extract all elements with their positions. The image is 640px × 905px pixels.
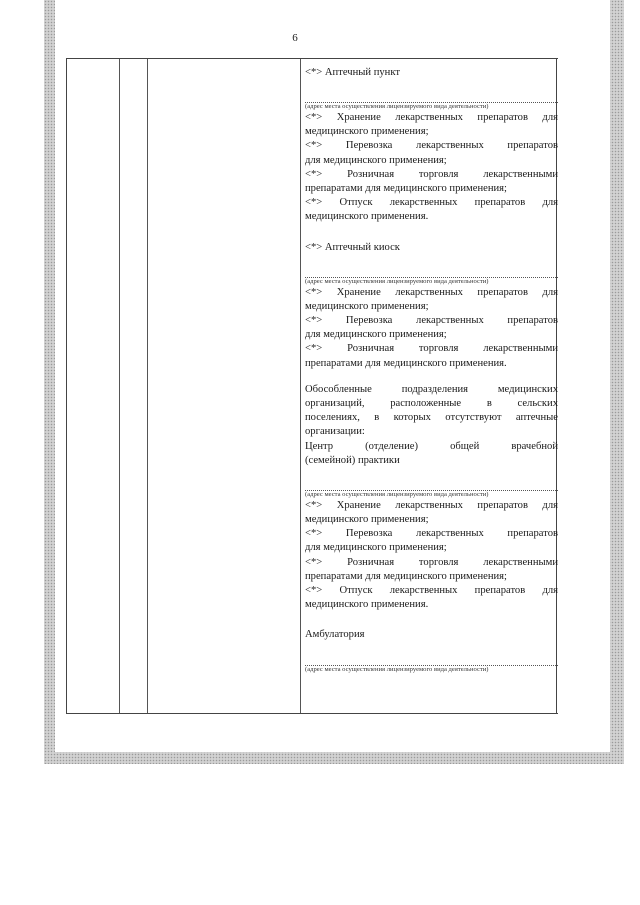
page-number: 6 xyxy=(292,32,298,44)
address-note: (адрес места осуществления лицензируемого вида деятельности) xyxy=(305,665,489,673)
list-item: <*> Перевозка лекарственных препаратов xyxy=(305,140,558,152)
address-note: (адрес места осуществления лицензируемого вида деятельности) xyxy=(305,277,489,285)
list-item: <*> Хранение лекарственных препаратов для xyxy=(305,286,558,298)
list-item: <*> Перевозка лекарственных препаратов xyxy=(305,315,558,327)
column-divider xyxy=(300,59,301,713)
address-line xyxy=(305,82,558,103)
list-item: <*> Розничная торговля лекарственными xyxy=(305,556,558,568)
center-title-line: (семейной) практики xyxy=(305,454,400,466)
list-item: препаратами для медицинского применения; xyxy=(305,570,507,582)
list-item: <*> Розничная торговля лекарственными xyxy=(305,343,558,355)
section-title-pharmacy-kiosk: <*> Аптечный киоск xyxy=(305,241,400,253)
list-item: <*> Хранение лекарственных препаратов для xyxy=(305,112,558,123)
center-title-line: Центр (отделение) общей врачебной xyxy=(305,440,558,452)
list-item: для медицинского применения; xyxy=(305,154,447,166)
paragraph-line: организации: xyxy=(305,426,365,438)
list-item: для медицинского применения; xyxy=(305,329,447,341)
list-item: <*> Розничная торговля лекарственными xyxy=(305,168,558,180)
address-line xyxy=(305,257,558,278)
list-item: медицинского применения; xyxy=(305,300,429,312)
column-divider xyxy=(147,59,148,713)
list-item: препаратами для медицинского применения. xyxy=(305,357,507,369)
list-item: <*> Хранение лекарственных препаратов для xyxy=(305,499,558,511)
activity-cell xyxy=(305,62,558,673)
address-note: (адрес места осуществления лицензируемого вида деятельности) xyxy=(305,491,489,499)
address-line xyxy=(305,470,558,491)
paragraph-line: Обособленные подразделения медицинских xyxy=(305,383,558,395)
section-title-ambulatory: Амбулатория xyxy=(305,629,365,641)
list-item: медицинского применения; xyxy=(305,514,429,526)
paragraph-line: поселениях, в которых отсутствуют аптечные xyxy=(305,412,558,424)
list-item: медицинского применения; xyxy=(305,126,429,138)
list-item: <*> Отпуск лекарственных препаратов для xyxy=(305,585,558,597)
list-item: <*> Отпуск лекарственных препаратов для xyxy=(305,197,558,209)
section-title-pharmacy-point: <*> Аптечный пункт xyxy=(305,67,400,78)
list-item: препаратами для медицинского применения; xyxy=(305,183,507,195)
address-line xyxy=(305,645,558,666)
list-item: медицинского применения. xyxy=(305,211,429,223)
list-item: <*> Перевозка лекарственных препаратов xyxy=(305,528,558,540)
column-divider xyxy=(119,59,120,713)
address-note: (адрес места осуществления лицензируемого вида деятельности) xyxy=(305,103,489,111)
list-item: медицинского применения. xyxy=(305,599,429,611)
list-item: для медицинского применения; xyxy=(305,542,447,554)
paragraph-line: организаций, расположенные в сельских xyxy=(305,398,558,410)
